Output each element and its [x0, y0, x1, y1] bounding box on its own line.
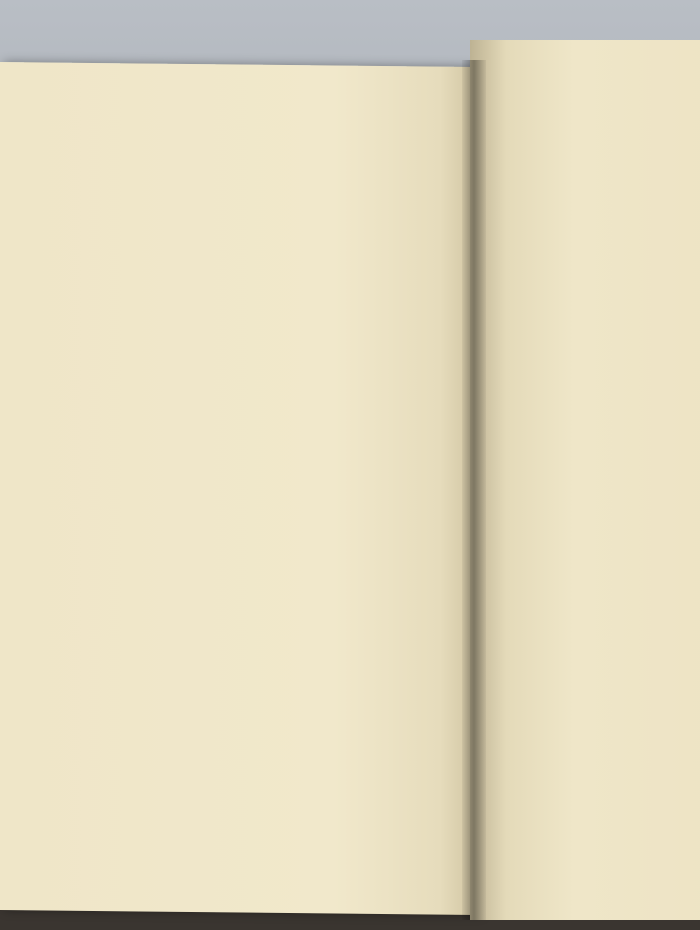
book-gutter	[462, 60, 486, 920]
table-of-contents-right	[500, 116, 700, 210]
left-page	[0, 62, 478, 915]
right-page	[470, 40, 700, 920]
